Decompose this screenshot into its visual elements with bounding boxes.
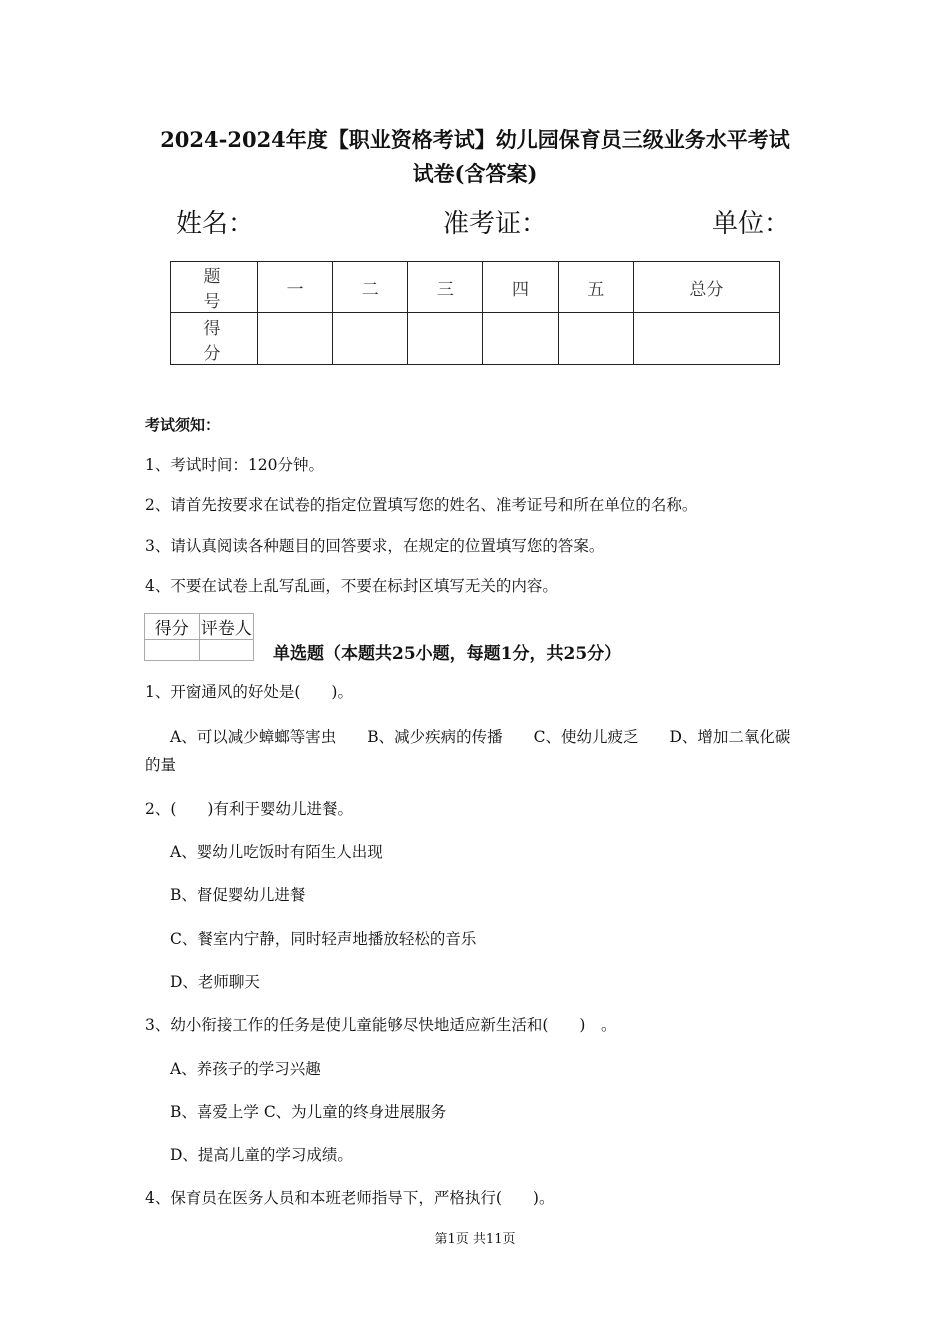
grader-box bbox=[144, 613, 254, 661]
question-option: D、提高儿童的学习成绩。 bbox=[170, 1146, 353, 1164]
total-score-cell bbox=[633, 313, 779, 365]
grader-name-cell bbox=[199, 640, 254, 661]
score-table-header-row bbox=[171, 262, 780, 313]
score-label: 得 分 bbox=[171, 313, 258, 365]
question-option: B、喜爱上学 C、为儿童的终身进展服务 bbox=[170, 1103, 447, 1121]
question-option: A、养孩子的学习兴趣 bbox=[170, 1060, 321, 1078]
question-options: A、可以减少蟑螂等害虫 B、减少疾病的传播 C、使幼儿疲乏 D、增加二氧化碳 bbox=[170, 728, 791, 746]
notice-item: 3、请认真阅读各种题目的回答要求，在规定的位置填写您的答案。 bbox=[145, 537, 605, 555]
section-5-score-cell bbox=[558, 313, 633, 365]
exam-title-line2: 试卷(含答案) bbox=[412, 161, 538, 186]
section-1-header: 一 bbox=[258, 262, 333, 313]
candidate-fields bbox=[176, 203, 791, 239]
section-3-score-cell bbox=[408, 313, 483, 365]
question-option: D、老师聊天 bbox=[170, 973, 260, 991]
section-3-header: 三 bbox=[408, 262, 483, 313]
unit-field-label: 单位： bbox=[712, 209, 791, 239]
exam-title-line1: 2024-2024年度【职业资格考试】幼儿园保育员三级业务水平考试 bbox=[160, 127, 790, 152]
section-4-score-cell bbox=[483, 313, 558, 365]
total-header: 总分 bbox=[633, 262, 779, 313]
question-option: A、婴幼儿吃饭时有陌生人出现 bbox=[170, 843, 383, 861]
score-table bbox=[170, 261, 780, 365]
grader-name-label: 评卷人 bbox=[199, 614, 254, 640]
question-number-label: 题 号 bbox=[171, 262, 258, 313]
notice-item: 2、请首先按要求在试卷的指定位置填写您的姓名、准考证号和所在单位的名称。 bbox=[145, 496, 698, 514]
section-title: 单选题（本题共25小题，每题1分，共25分） bbox=[273, 644, 622, 664]
section-2-score-cell bbox=[333, 313, 408, 365]
section-2-header: 二 bbox=[333, 262, 408, 313]
notice-item: 1、考试时间：120分钟。 bbox=[145, 456, 324, 474]
question-stem: 2、( )有利于婴幼儿进餐。 bbox=[145, 800, 353, 818]
question-option: B、督促婴幼儿进餐 bbox=[170, 886, 306, 904]
section-5-header: 五 bbox=[558, 262, 633, 313]
section-4-header: 四 bbox=[483, 262, 558, 313]
grader-score-label: 得分 bbox=[145, 614, 200, 640]
notice-item: 4、不要在试卷上乱写乱画，不要在标封区填写无关的内容。 bbox=[145, 577, 558, 595]
grader-score-cell bbox=[145, 640, 200, 661]
page-footer: 第1页 共11页 bbox=[434, 1232, 516, 1247]
question-stem: 1、开窗通风的好处是( )。 bbox=[145, 683, 353, 701]
name-field-label: 姓名： bbox=[176, 209, 255, 239]
question-stem: 3、幼小衔接工作的任务是使儿童能够尽快地适应新生活和( ) 。 bbox=[145, 1016, 617, 1034]
question-options-continued: 的量 bbox=[145, 756, 177, 774]
question-stem: 4、保育员在医务人员和本班老师指导下，严格执行( )。 bbox=[145, 1189, 555, 1207]
notice-heading: 考试须知： bbox=[145, 416, 221, 434]
question-option: C、餐室内宁静，同时轻声地播放轻松的音乐 bbox=[170, 930, 477, 948]
exam-id-field-label: 准考证： bbox=[443, 209, 548, 239]
score-table-score-row bbox=[171, 313, 780, 365]
